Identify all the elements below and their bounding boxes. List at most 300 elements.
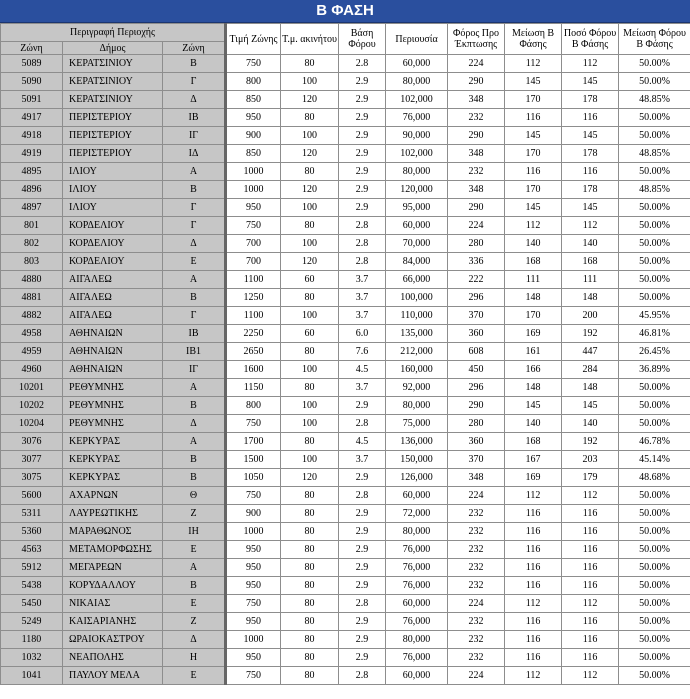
cell-reduction: 116 — [505, 505, 562, 523]
cell-zone-code: 10202 — [1, 397, 63, 415]
cell-municipality: ΚΟΡΔΕΛΙΟΥ — [63, 253, 163, 271]
cell-property: 72,000 — [386, 505, 448, 523]
cell-reduction: 116 — [505, 109, 562, 127]
cell-reduction-pct: 48.85% — [619, 181, 690, 199]
cell-tax-amount: 140 — [562, 235, 619, 253]
cell-reduction: 170 — [505, 307, 562, 325]
cell-municipality: ΚΕΡΚΥΡΑΣ — [63, 451, 163, 469]
cell-zone-letter: ΙΗ — [163, 523, 226, 541]
cell-tax-amount: 192 — [562, 433, 619, 451]
cell-zone-letter: Δ — [163, 91, 226, 109]
cell-property: 84,000 — [386, 253, 448, 271]
header-reduction: Μείωση Β Φάσης — [505, 24, 562, 55]
cell-zone-price: 1000 — [226, 523, 281, 541]
table-row — [1, 163, 690, 181]
cell-zone-code: 5091 — [1, 91, 63, 109]
cell-municipality: ΚΑΙΣΑΡΙΑΝΗΣ — [63, 613, 163, 631]
cell-zone-letter: ΙΔ — [163, 145, 226, 163]
cell-zone-letter: Θ — [163, 487, 226, 505]
cell-reduction-pct: 45.95% — [619, 307, 690, 325]
cell-municipality: ΠΕΡΙΣΤΕΡΙΟΥ — [63, 145, 163, 163]
table-row — [1, 217, 690, 235]
cell-sqm: 80 — [281, 541, 339, 559]
cell-zone-price: 950 — [226, 559, 281, 577]
cell-reduction-pct: 50.00% — [619, 487, 690, 505]
cell-tax-base: 2.9 — [339, 523, 386, 541]
cell-tax-amount: 112 — [562, 55, 619, 73]
cell-zone-code: 1180 — [1, 631, 63, 649]
cell-tax-amount: 116 — [562, 523, 619, 541]
cell-zone-letter: Γ — [163, 307, 226, 325]
cell-tax-before-discount: 232 — [448, 505, 505, 523]
cell-tax-base: 2.9 — [339, 577, 386, 595]
cell-tax-before-discount: 450 — [448, 361, 505, 379]
cell-zone-letter: Η — [163, 649, 226, 667]
cell-reduction-pct: 50.00% — [619, 541, 690, 559]
cell-tax-base: 2.9 — [339, 163, 386, 181]
cell-tax-before-discount: 290 — [448, 397, 505, 415]
table-row — [1, 307, 690, 325]
cell-zone-code: 4895 — [1, 163, 63, 181]
cell-tax-base: 3.7 — [339, 289, 386, 307]
cell-zone-code: 5450 — [1, 595, 63, 613]
table-row — [1, 199, 690, 217]
cell-tax-before-discount: 222 — [448, 271, 505, 289]
cell-tax-base: 3.7 — [339, 451, 386, 469]
cell-sqm: 80 — [281, 217, 339, 235]
cell-zone-price: 1500 — [226, 451, 281, 469]
table-row — [1, 271, 690, 289]
cell-zone-price: 950 — [226, 199, 281, 217]
cell-sqm: 100 — [281, 127, 339, 145]
cell-municipality: ΚΕΡΑΤΣΙΝΙΟΥ — [63, 73, 163, 91]
cell-tax-before-discount: 232 — [448, 541, 505, 559]
cell-property: 150,000 — [386, 451, 448, 469]
cell-reduction: 166 — [505, 361, 562, 379]
cell-reduction-pct: 50.00% — [619, 127, 690, 145]
cell-tax-base: 2.8 — [339, 415, 386, 433]
cell-reduction-pct: 45.14% — [619, 451, 690, 469]
cell-sqm: 100 — [281, 307, 339, 325]
cell-municipality: ΠΕΡΙΣΤΕΡΙΟΥ — [63, 109, 163, 127]
cell-reduction-pct: 50.00% — [619, 559, 690, 577]
table-row — [1, 253, 690, 271]
cell-municipality: ΑΘΗΝΑΙΩΝ — [63, 343, 163, 361]
table-row — [1, 595, 690, 613]
cell-tax-base: 3.7 — [339, 379, 386, 397]
cell-tax-amount: 112 — [562, 217, 619, 235]
cell-zone-letter: ΙΓ — [163, 127, 226, 145]
table-row — [1, 109, 690, 127]
cell-reduction: 145 — [505, 199, 562, 217]
cell-tax-amount: 116 — [562, 109, 619, 127]
cell-tax-base: 2.9 — [339, 199, 386, 217]
cell-tax-base: 2.9 — [339, 649, 386, 667]
cell-reduction-pct: 50.00% — [619, 523, 690, 541]
cell-property: 80,000 — [386, 163, 448, 181]
cell-tax-amount: 112 — [562, 595, 619, 613]
cell-zone-letter: ΙΒ — [163, 325, 226, 343]
cell-tax-base: 3.7 — [339, 307, 386, 325]
cell-municipality: ΙΛΙΟΥ — [63, 163, 163, 181]
cell-tax-before-discount: 360 — [448, 433, 505, 451]
cell-municipality: ΡΕΘΥΜΝΗΣ — [63, 397, 163, 415]
cell-tax-base: 2.9 — [339, 91, 386, 109]
cell-tax-before-discount: 348 — [448, 469, 505, 487]
cell-zone-code: 5912 — [1, 559, 63, 577]
cell-tax-before-discount: 360 — [448, 325, 505, 343]
cell-tax-before-discount: 290 — [448, 127, 505, 145]
cell-reduction: 112 — [505, 595, 562, 613]
cell-tax-amount: 116 — [562, 559, 619, 577]
cell-zone-code: 4881 — [1, 289, 63, 307]
cell-tax-amount: 178 — [562, 91, 619, 109]
table-row — [1, 379, 690, 397]
cell-tax-before-discount: 232 — [448, 163, 505, 181]
cell-tax-base: 2.8 — [339, 487, 386, 505]
cell-tax-base: 2.8 — [339, 217, 386, 235]
cell-zone-letter: Α — [163, 433, 226, 451]
cell-tax-amount: 145 — [562, 397, 619, 415]
cell-tax-amount: 145 — [562, 73, 619, 91]
cell-municipality: ΙΛΙΟΥ — [63, 181, 163, 199]
table-body — [1, 55, 690, 685]
cell-reduction-pct: 46.81% — [619, 325, 690, 343]
cell-property: 76,000 — [386, 613, 448, 631]
cell-zone-code: 4918 — [1, 127, 63, 145]
cell-municipality: ΡΕΘΥΜΝΗΣ — [63, 415, 163, 433]
header-area-description: Περιγραφή Περιοχής — [1, 24, 226, 42]
cell-tax-before-discount: 290 — [448, 73, 505, 91]
cell-zone-code: 10201 — [1, 379, 63, 397]
cell-property: 80,000 — [386, 73, 448, 91]
cell-zone-letter: Ζ — [163, 505, 226, 523]
cell-zone-price: 900 — [226, 505, 281, 523]
cell-reduction: 116 — [505, 631, 562, 649]
cell-zone-code: 5600 — [1, 487, 63, 505]
cell-property: 120,000 — [386, 181, 448, 199]
cell-zone-letter: Α — [163, 559, 226, 577]
cell-tax-before-discount: 232 — [448, 559, 505, 577]
cell-property: 212,000 — [386, 343, 448, 361]
cell-reduction-pct: 50.00% — [619, 289, 690, 307]
cell-zone-price: 1000 — [226, 163, 281, 181]
table-row — [1, 325, 690, 343]
cell-municipality: ΩΡΑΙΟΚΑΣΤΡΟΥ — [63, 631, 163, 649]
header-tax-base: Βάση Φόρου — [339, 24, 386, 55]
cell-property: 60,000 — [386, 217, 448, 235]
cell-property: 92,000 — [386, 379, 448, 397]
cell-tax-amount: 116 — [562, 505, 619, 523]
cell-property: 66,000 — [386, 271, 448, 289]
cell-zone-letter: Α — [163, 163, 226, 181]
cell-property: 76,000 — [386, 559, 448, 577]
header-tax-before-discount: Φόρος Προ Έκπτωσης — [448, 24, 505, 55]
table-row — [1, 415, 690, 433]
cell-zone-price: 1600 — [226, 361, 281, 379]
cell-tax-amount: 116 — [562, 613, 619, 631]
cell-zone-code: 803 — [1, 253, 63, 271]
cell-property: 60,000 — [386, 595, 448, 613]
cell-sqm: 80 — [281, 55, 339, 73]
cell-zone-code: 4960 — [1, 361, 63, 379]
cell-tax-amount: 140 — [562, 415, 619, 433]
cell-zone-code: 3076 — [1, 433, 63, 451]
cell-tax-amount: 116 — [562, 541, 619, 559]
cell-reduction: 116 — [505, 613, 562, 631]
cell-reduction-pct: 50.00% — [619, 595, 690, 613]
cell-zone-code: 4896 — [1, 181, 63, 199]
cell-property: 135,000 — [386, 325, 448, 343]
cell-sqm: 80 — [281, 613, 339, 631]
cell-reduction: 112 — [505, 667, 562, 685]
cell-property: 70,000 — [386, 235, 448, 253]
header-zone-letter: Ζώνη — [163, 42, 226, 55]
cell-reduction: 145 — [505, 127, 562, 145]
cell-zone-code: 4882 — [1, 307, 63, 325]
cell-zone-price: 2650 — [226, 343, 281, 361]
cell-zone-code: 802 — [1, 235, 63, 253]
cell-municipality: ΑΙΓΑΛΕΩ — [63, 307, 163, 325]
table-row — [1, 145, 690, 163]
cell-municipality: ΚΟΡΔΕΛΙΟΥ — [63, 235, 163, 253]
cell-zone-letter: Ε — [163, 541, 226, 559]
cell-reduction-pct: 50.00% — [619, 667, 690, 685]
cell-municipality: ΡΕΘΥΜΝΗΣ — [63, 379, 163, 397]
cell-property: 75,000 — [386, 415, 448, 433]
cell-reduction: 111 — [505, 271, 562, 289]
cell-zone-price: 1050 — [226, 469, 281, 487]
cell-tax-base: 2.9 — [339, 505, 386, 523]
cell-tax-before-discount: 348 — [448, 145, 505, 163]
cell-tax-before-discount: 280 — [448, 415, 505, 433]
cell-sqm: 80 — [281, 559, 339, 577]
cell-tax-before-discount: 224 — [448, 667, 505, 685]
cell-reduction: 168 — [505, 253, 562, 271]
cell-reduction: 169 — [505, 469, 562, 487]
cell-tax-before-discount: 280 — [448, 235, 505, 253]
cell-zone-code: 5360 — [1, 523, 63, 541]
cell-tax-amount: 200 — [562, 307, 619, 325]
cell-tax-amount: 447 — [562, 343, 619, 361]
cell-zone-price: 950 — [226, 541, 281, 559]
cell-sqm: 80 — [281, 343, 339, 361]
cell-tax-before-discount: 232 — [448, 523, 505, 541]
table-row — [1, 469, 690, 487]
cell-zone-letter: ΙΒ1 — [163, 343, 226, 361]
cell-zone-price: 1250 — [226, 289, 281, 307]
cell-zone-price: 950 — [226, 577, 281, 595]
cell-zone-code: 5090 — [1, 73, 63, 91]
cell-zone-code: 4880 — [1, 271, 63, 289]
cell-zone-price: 950 — [226, 613, 281, 631]
cell-zone-letter: Ε — [163, 595, 226, 613]
cell-tax-amount: 179 — [562, 469, 619, 487]
cell-reduction: 116 — [505, 163, 562, 181]
cell-tax-base: 4.5 — [339, 433, 386, 451]
table-row — [1, 451, 690, 469]
cell-tax-amount: 148 — [562, 379, 619, 397]
header-reduction-pct: Μείωση Φόρου Β Φάσης — [619, 24, 690, 55]
cell-zone-code: 4897 — [1, 199, 63, 217]
cell-reduction: 145 — [505, 397, 562, 415]
cell-reduction-pct: 50.00% — [619, 613, 690, 631]
cell-zone-code: 10204 — [1, 415, 63, 433]
cell-tax-before-discount: 224 — [448, 595, 505, 613]
cell-tax-base: 2.9 — [339, 469, 386, 487]
cell-tax-base: 2.8 — [339, 667, 386, 685]
cell-reduction: 116 — [505, 559, 562, 577]
cell-zone-price: 1100 — [226, 307, 281, 325]
cell-property: 60,000 — [386, 667, 448, 685]
table-row — [1, 91, 690, 109]
table-row — [1, 505, 690, 523]
cell-zone-price: 700 — [226, 235, 281, 253]
cell-property: 102,000 — [386, 145, 448, 163]
cell-property: 76,000 — [386, 649, 448, 667]
cell-tax-amount: 178 — [562, 145, 619, 163]
cell-reduction-pct: 36.89% — [619, 361, 690, 379]
cell-reduction: 112 — [505, 217, 562, 235]
cell-sqm: 100 — [281, 397, 339, 415]
cell-municipality: ΛΑΥΡΕΩΤΙΚΗΣ — [63, 505, 163, 523]
cell-reduction-pct: 50.00% — [619, 217, 690, 235]
table-row — [1, 541, 690, 559]
cell-zone-letter: Β — [163, 289, 226, 307]
cell-tax-amount: 112 — [562, 667, 619, 685]
cell-zone-price: 1000 — [226, 181, 281, 199]
cell-zone-code: 4958 — [1, 325, 63, 343]
cell-sqm: 100 — [281, 235, 339, 253]
cell-zone-letter: Β — [163, 577, 226, 595]
cell-zone-price: 800 — [226, 73, 281, 91]
cell-municipality: ΙΛΙΟΥ — [63, 199, 163, 217]
table-row — [1, 649, 690, 667]
cell-sqm: 80 — [281, 505, 339, 523]
cell-municipality: ΚΕΡΑΤΣΙΝΙΟΥ — [63, 91, 163, 109]
header-tax-amount: Ποσό Φόρου Β Φάσης — [562, 24, 619, 55]
cell-reduction: 169 — [505, 325, 562, 343]
cell-municipality: ΝΙΚΑΙΑΣ — [63, 595, 163, 613]
cell-tax-base: 3.7 — [339, 271, 386, 289]
cell-sqm: 120 — [281, 469, 339, 487]
cell-zone-price: 950 — [226, 109, 281, 127]
cell-sqm: 80 — [281, 289, 339, 307]
cell-zone-letter: Δ — [163, 415, 226, 433]
cell-property: 110,000 — [386, 307, 448, 325]
cell-reduction-pct: 50.00% — [619, 199, 690, 217]
cell-reduction: 140 — [505, 235, 562, 253]
cell-zone-code: 5438 — [1, 577, 63, 595]
table-row — [1, 559, 690, 577]
cell-zone-price: 750 — [226, 217, 281, 235]
header-property: Περιουσία — [386, 24, 448, 55]
table-row — [1, 361, 690, 379]
cell-sqm: 120 — [281, 181, 339, 199]
table-row — [1, 397, 690, 415]
cell-property: 76,000 — [386, 109, 448, 127]
cell-reduction: 145 — [505, 73, 562, 91]
cell-zone-price: 750 — [226, 595, 281, 613]
cell-municipality: ΜΑΡΑΘΩΝΟΣ — [63, 523, 163, 541]
cell-reduction-pct: 26.45% — [619, 343, 690, 361]
cell-reduction-pct: 50.00% — [619, 415, 690, 433]
cell-sqm: 100 — [281, 415, 339, 433]
cell-reduction: 148 — [505, 379, 562, 397]
cell-zone-letter: Β — [163, 451, 226, 469]
cell-tax-base: 2.9 — [339, 631, 386, 649]
cell-property: 76,000 — [386, 577, 448, 595]
cell-tax-base: 6.0 — [339, 325, 386, 343]
cell-zone-letter: Γ — [163, 73, 226, 91]
cell-tax-base: 2.9 — [339, 145, 386, 163]
cell-tax-before-discount: 290 — [448, 199, 505, 217]
cell-sqm: 80 — [281, 379, 339, 397]
table-row — [1, 289, 690, 307]
cell-tax-amount: 145 — [562, 127, 619, 145]
cell-reduction: 161 — [505, 343, 562, 361]
cell-reduction-pct: 50.00% — [619, 379, 690, 397]
cell-municipality: ΑΧΑΡΝΩΝ — [63, 487, 163, 505]
cell-property: 80,000 — [386, 397, 448, 415]
cell-tax-before-discount: 348 — [448, 181, 505, 199]
cell-property: 95,000 — [386, 199, 448, 217]
cell-reduction: 167 — [505, 451, 562, 469]
cell-tax-base: 2.8 — [339, 253, 386, 271]
table-row — [1, 235, 690, 253]
cell-zone-price: 850 — [226, 91, 281, 109]
cell-tax-amount: 111 — [562, 271, 619, 289]
cell-zone-letter: Δ — [163, 631, 226, 649]
cell-reduction: 148 — [505, 289, 562, 307]
cell-reduction-pct: 50.00% — [619, 73, 690, 91]
cell-zone-code: 5249 — [1, 613, 63, 631]
cell-zone-letter: Β — [163, 397, 226, 415]
cell-zone-code: 5311 — [1, 505, 63, 523]
cell-zone-letter: Β — [163, 55, 226, 73]
cell-sqm: 120 — [281, 91, 339, 109]
cell-tax-base: 2.9 — [339, 613, 386, 631]
cell-sqm: 60 — [281, 325, 339, 343]
cell-reduction: 170 — [505, 181, 562, 199]
cell-municipality: ΚΕΡΚΥΡΑΣ — [63, 469, 163, 487]
cell-zone-letter: Α — [163, 271, 226, 289]
cell-tax-base: 2.9 — [339, 559, 386, 577]
cell-sqm: 80 — [281, 109, 339, 127]
cell-zone-letter: Α — [163, 379, 226, 397]
cell-tax-before-discount: 336 — [448, 253, 505, 271]
cell-zone-price: 750 — [226, 55, 281, 73]
cell-property: 60,000 — [386, 487, 448, 505]
cell-zone-price: 750 — [226, 415, 281, 433]
cell-zone-price: 2250 — [226, 325, 281, 343]
table-row — [1, 577, 690, 595]
cell-municipality: ΚΕΡΑΤΣΙΝΙΟΥ — [63, 55, 163, 73]
cell-reduction: 116 — [505, 523, 562, 541]
cell-property: 102,000 — [386, 91, 448, 109]
table-row — [1, 343, 690, 361]
cell-tax-amount: 145 — [562, 199, 619, 217]
cell-tax-amount: 168 — [562, 253, 619, 271]
cell-reduction-pct: 50.00% — [619, 253, 690, 271]
cell-municipality: ΑΘΗΝΑΙΩΝ — [63, 325, 163, 343]
cell-reduction-pct: 50.00% — [619, 505, 690, 523]
cell-sqm: 80 — [281, 649, 339, 667]
cell-zone-code: 5089 — [1, 55, 63, 73]
cell-reduction: 168 — [505, 433, 562, 451]
tax-table — [0, 23, 690, 685]
cell-sqm: 100 — [281, 199, 339, 217]
